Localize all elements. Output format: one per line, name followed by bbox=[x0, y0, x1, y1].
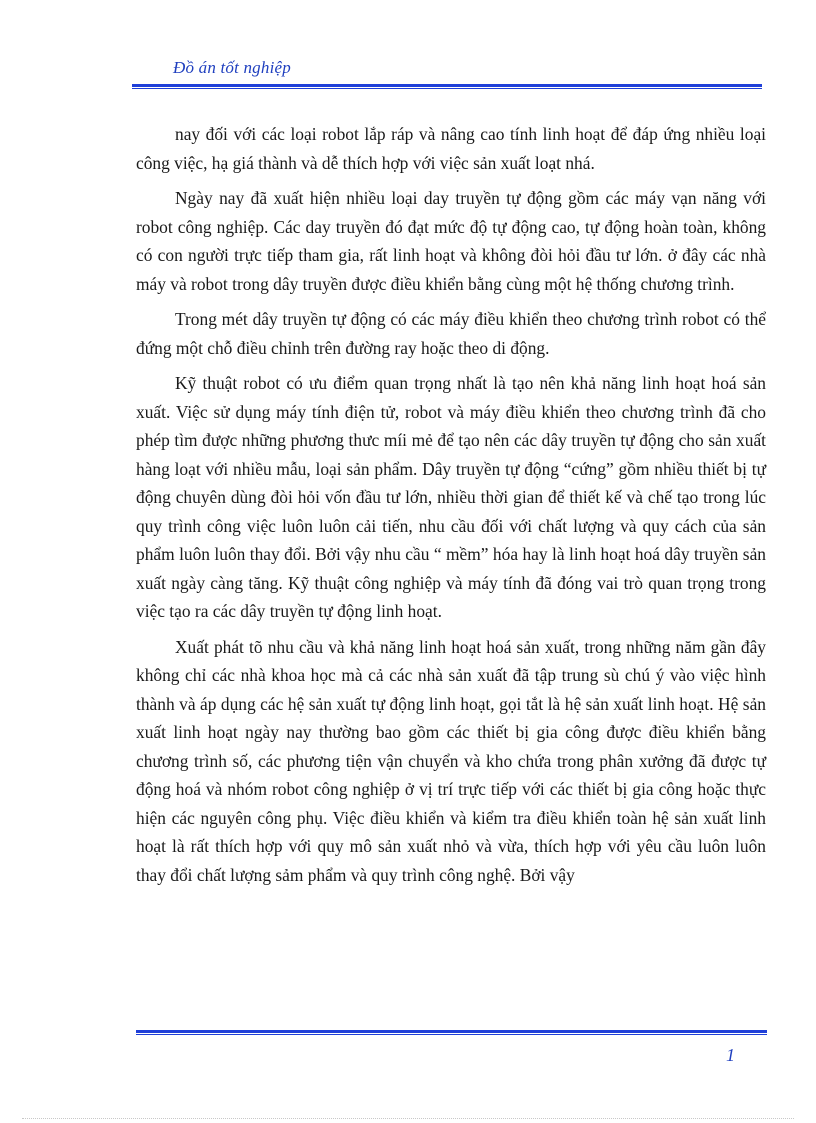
paragraph-5: Xuất phát tõ nhu cầu và khả năng linh hoạt hoá sản xuất, trong những năm gần đây không chỉ các nhà khoa học mà cả các nhà sản xuất đã tập trung sù chú ý vào việc hình thành và áp dụng các hệ sản xuất tự động linh hoạt, gọi tắt là hệ sản xuất linh hoạt. Hệ sản xuất linh hoạt ngày nay thường bao gồm các thiết bị gia công được điều khiển bằng chương trình số, các phương tiện vận chuyển và kho chứa trong phân xưởng đã được tự động hoá và nhóm robot công nghiệp ở vị trí trực tiếp với các thiết bị gia công hoặc thực hiện các nguyên công phụ. Việc điều khiển và kiểm tra điều khiển toàn hệ sản xuất linh hoạt là rất thích hợp với quy mô sản xuất nhỏ và vừa, thích hợp với yêu cầu luôn luôn thay đổi chất lượng sảm phẩm và quy trình công nghệ. Bởi vậy bbox=[136, 636, 766, 885]
paragraph-4: Kỹ thuật robot có ưu điểm quan trọng nhất là tạo nên khả năng linh hoạt hoá sản xuất. Việc sử dụng máy tính điện tử, robot và máy điều khiển theo chương trình đã cho phép tìm được những phương thưc míi mẻ để tạo nên các dây truyền tự động cho sản xuất hàng loạt với nhiều mẫu, loại sản phẩm. Dây truyền tự động “cứng” gồm nhiều thiết bị tự động chuyên dùng đòi hỏi vốn đầu tư lớn, nhiều thời gian để thiết kế và chế tạo trong lúc quy trình công việc luôn luôn cải tiến, nhu cầu đối với chất lượng và quy cách của sản phẩm luôn luôn thay đổi. Bởi vậy nhu cầu “ mềm” hóa hay là linh hoạt hoá dây truyền sản xuất ngày càng tăng. Kỹ thuật công nghiệp và máy tính đã đóng vai trò quan trọng trong việc tạo ra các dây truyền tự động linh hoạt. bbox=[136, 373, 766, 621]
footer-rule bbox=[136, 1030, 767, 1033]
page-edge-divider bbox=[22, 1118, 794, 1119]
paragraph-1: nay đối với các loại robot lắp ráp và nâng cao tính linh hoạt để đáp ứng nhiều loại công việc, hạ giá thành và dễ thích hợp với việc sản xuất loạt nhá. bbox=[136, 124, 766, 173]
paragraph-3: Trong mét dây truyền tự động có các máy điều khiển theo chương trình robot có thể đứng một chỗ điều chỉnh trên đường ray hoặc theo di động. bbox=[136, 309, 766, 358]
body-text bbox=[136, 120, 766, 896]
header-title: Đồ án tốt nghiệp bbox=[173, 58, 291, 77]
page-number: 1 bbox=[726, 1045, 735, 1065]
header-rule bbox=[132, 84, 762, 87]
paragraph-2: Ngày nay đã xuất hiện nhiều loại day truyền tự động gồm các máy vạn năng với robot công nghiệp. Các day truyền đó đạt mức độ tự động cao, tự động hoàn toàn, không có con người trực tiếp tham gia, rất linh hoạt và không đòi hỏi đầu tư lớn. ở đây các nhà máy và robot trong dây truyền được điều khiển bằng cùng một hệ thống chương trình. bbox=[136, 188, 766, 294]
